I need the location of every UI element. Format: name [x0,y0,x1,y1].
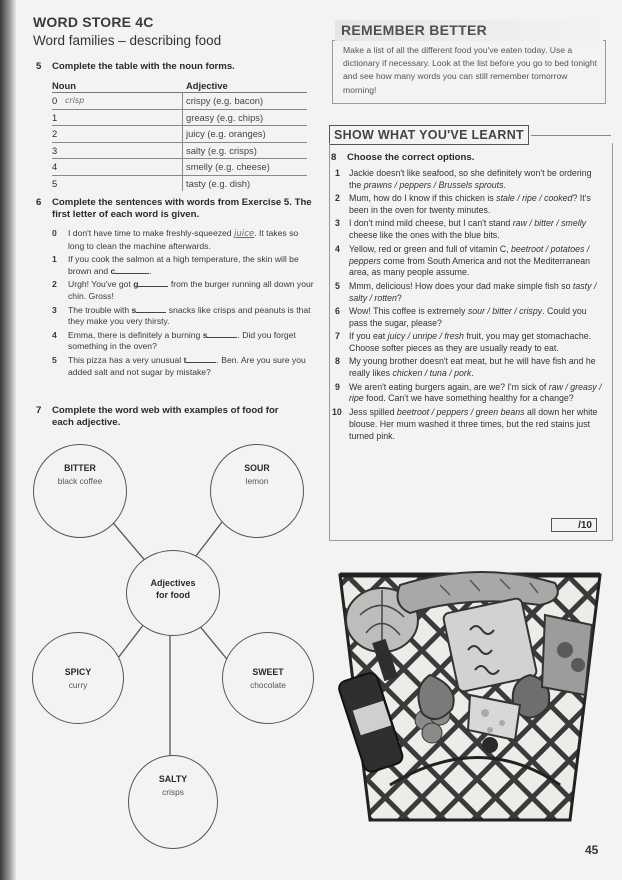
list-item [332,168,604,192]
sentence-text: from the burger running all down your chin. Gross! [68,279,314,301]
table-row [52,110,307,127]
list-item [52,254,314,277]
item-number: 4 [52,329,57,340]
node-title: BITTER [64,463,96,473]
handwritten-answer[interactable]: crisp [65,96,85,105]
table-row [52,159,307,176]
answer-options[interactable]: juicy / unripe / fresh [387,331,464,342]
first-letter: s [202,329,208,340]
sentence-text: If you cook the salmon at a high temperature, the skin will be brown and [68,254,299,276]
answer-options[interactable]: raw / bitter / smelly [512,218,587,229]
answer-options[interactable]: prawns / peppers / Brussels sprouts [363,179,504,190]
item-number: 4 [335,243,340,254]
sentence-text: . [503,179,506,190]
book-spine-shadow [0,0,16,880]
sentence-text: Mum, how do I know if this chicken is [349,193,497,204]
ex6-number: 6 [36,197,42,208]
ex8-items [332,168,604,444]
adjective-cell: smelly (e.g. cheese) [186,161,270,172]
node-title: SOUR [244,463,270,473]
ex7-number: 7 [36,405,42,416]
web-node-salty [128,755,218,849]
adjective-column-header: Adjective [186,80,228,91]
remember-better-text: Make a list of all the different food you've eaten today. Use a dictionary if necessary. Look at the list before you go to bed tonight and see how many words you can still remember tomorrow morning! [343,45,597,95]
sentence-text: . [471,368,474,379]
ex8-number: 8 [331,152,337,163]
ex5-instruction: Complete the table with the noun forms. [52,61,235,72]
sentence-text: . It takes so long to clean the machine afterwards. [68,228,299,251]
row-number: 2 [52,128,58,139]
node-title: SALTY [158,774,188,784]
first-letter: t [183,354,187,365]
sentence-text: Wow! This coffee is extremely [349,305,468,316]
sentence-text: My young brother doesn't eat meat, but he will have fish and he really likes [349,356,596,379]
sentence-text: This pizza has a very unusual [68,354,184,365]
item-number: 5 [335,280,340,291]
first-letter: g [133,279,139,290]
table-header [52,78,307,93]
food-basket-illustration [330,555,610,830]
web-node-spicy [32,632,124,724]
answer-blank[interactable] [186,362,216,363]
sentence-text: . [149,265,152,276]
item-number: 9 [335,381,340,392]
word-web [30,440,320,860]
sentence-text: Mmm, delicious! How does your dad make simple fish so [349,280,573,291]
table-row [52,176,307,192]
sentence-text: Jess spilled [349,406,397,417]
remember-better-title-bar [335,20,603,41]
sentence-text: food. Can't we have something healthy for a change? [363,393,574,404]
handwritten-answer[interactable]: juice [233,229,255,239]
sentence-text: . Did you forget something in the oven? [68,329,296,352]
ex7-instruction: Complete the word web with examples of food for each adjective. [52,405,279,428]
list-item [332,244,604,280]
list-item [52,305,314,328]
show-what-youve-learnt-title [329,125,529,145]
node-example[interactable]: lemon [245,476,269,486]
noun-adjective-table [52,78,307,191]
center-title: Adjectives [150,578,196,588]
node-example[interactable]: chocolate [250,680,286,690]
item-number: 8 [335,356,340,367]
sentence-text: cheese like the ones with the blue bits. [349,230,500,241]
sentence-text: Urgh! You've got [68,279,134,290]
node-example[interactable]: crisps [162,787,184,797]
answer-options[interactable]: raw / greasy / ripe [349,381,602,404]
table-row [52,93,307,110]
ex8-instruction: Choose the correct options. [347,152,475,163]
list-item [332,331,604,355]
sentence-text: The trouble with [68,304,132,315]
list-item [332,382,604,406]
table-row [52,143,307,160]
row-number: 0 [52,95,58,106]
sentence-text: snacks like crisps and peanuts is that they make you very thirsty. [68,304,311,327]
list-item [52,330,314,353]
item-number: 7 [335,331,340,342]
adjective-cell: juicy (e.g. oranges) [186,128,266,139]
item-number: 6 [335,305,340,316]
first-letter: c [110,265,116,276]
item-number: 10 [332,406,342,417]
list-item [52,228,314,252]
sentence-text: all down her white blouse. Her mum washed it three times, but the red stains just turned pink. [349,406,598,441]
section-title: SHOW WHAT YOU'VE LEARNT [334,128,524,142]
answer-blank[interactable] [207,337,237,338]
item-number: 1 [335,168,340,178]
word-store-title: WORD STORE 4C [33,14,154,30]
web-node-sweet [222,632,314,724]
answer-blank[interactable] [115,273,149,274]
list-item [332,356,604,380]
divider [531,135,611,136]
noun-column-header: Noun [52,80,76,91]
word-store-subtitle: Word families – describing food [33,33,222,48]
item-number: 2 [52,279,57,290]
score-box[interactable]: /10 [551,518,597,532]
row-number: 4 [52,161,58,172]
node-example[interactable]: curry [68,680,88,690]
list-item [332,281,604,305]
answer-options[interactable]: beetroot / potatoes / peppers [349,243,590,266]
sentence-text: ? [396,292,402,303]
row-number: 5 [52,177,58,189]
node-example[interactable]: black coffee [57,476,103,486]
list-item [52,355,314,378]
sentence-text: I don't have time to make freshly-squeezed [68,228,234,238]
web-center-node [126,550,220,636]
list-item [332,193,604,217]
sentence-text: Yellow, red or green and full of vitamin C, [349,243,512,254]
table-row [52,126,307,143]
center-title: for food [156,590,190,600]
ex5-number: 5 [36,61,42,72]
answer-options[interactable]: stale / ripe / cooked [496,193,573,204]
ex6-sentences [52,228,314,380]
item-number: 1 [52,254,57,265]
sentence-text: come from South America and not the Mediterranean area, as many people assume. [349,255,591,278]
sentence-text: We aren't eating burgers again, are we? I'm sick of [349,381,549,392]
item-number: 3 [52,304,57,315]
answer-options[interactable]: sour / bitter / crispy [467,305,543,316]
list-item [332,306,604,330]
sentence-text: . Could you pass the sugar, please? [349,305,587,328]
node-title: SWEET [252,667,284,677]
first-letter: s [131,304,137,315]
item-number: 2 [335,193,340,204]
item-number: 0 [52,228,57,238]
item-number: 3 [335,218,340,229]
answer-options[interactable]: beetroot / peppers / green beans [396,406,525,417]
node-title: SPICY [64,667,92,677]
row-number: 3 [52,144,58,156]
page-number: 45 [585,843,599,857]
web-node-sour [210,444,304,538]
sentence-text: . Ben. Are you sure you added salt and not sugar by mistake? [68,354,306,377]
answer-blank[interactable] [136,312,166,313]
item-number: 5 [52,354,57,365]
remember-better-title: REMEMBER BETTER [341,22,488,38]
answer-options[interactable]: chicken / tuna / pork [392,368,472,379]
answer-options[interactable]: tasty / salty / rotten [349,280,597,303]
web-node-bitter [33,444,127,538]
food-basket-icon [330,555,610,830]
adjective-cell: crispy (e.g. bacon) [186,95,264,106]
sentence-text: fruit, you may get stomachache. Choose softer pieces as they are usually ready to eat. [349,331,592,354]
sentence-text: Jackie doesn't like seafood, so she definitely won't be ordering the [349,168,592,190]
adjective-cell: tasty (e.g. dish) [186,177,251,189]
sentence-text: Emma, there is definitely a burning [68,329,203,340]
adjective-cell: greasy (e.g. chips) [186,111,264,123]
sentence-text: ? It's been in the oven for twenty minutes. [349,193,591,216]
list-item [52,279,314,302]
adjective-cell: salty (e.g. crisps) [186,144,257,156]
sentence-text: I don't mind mild cheese, but I can't stand [349,218,513,229]
list-item [332,218,604,242]
answer-blank[interactable] [138,286,168,287]
ex6-instruction: Complete the sentences with words from Exercise 5. The first letter of each word is given. [52,197,312,220]
list-item [332,407,604,443]
sentence-text: If you eat [349,331,388,342]
row-number: 1 [52,111,58,123]
